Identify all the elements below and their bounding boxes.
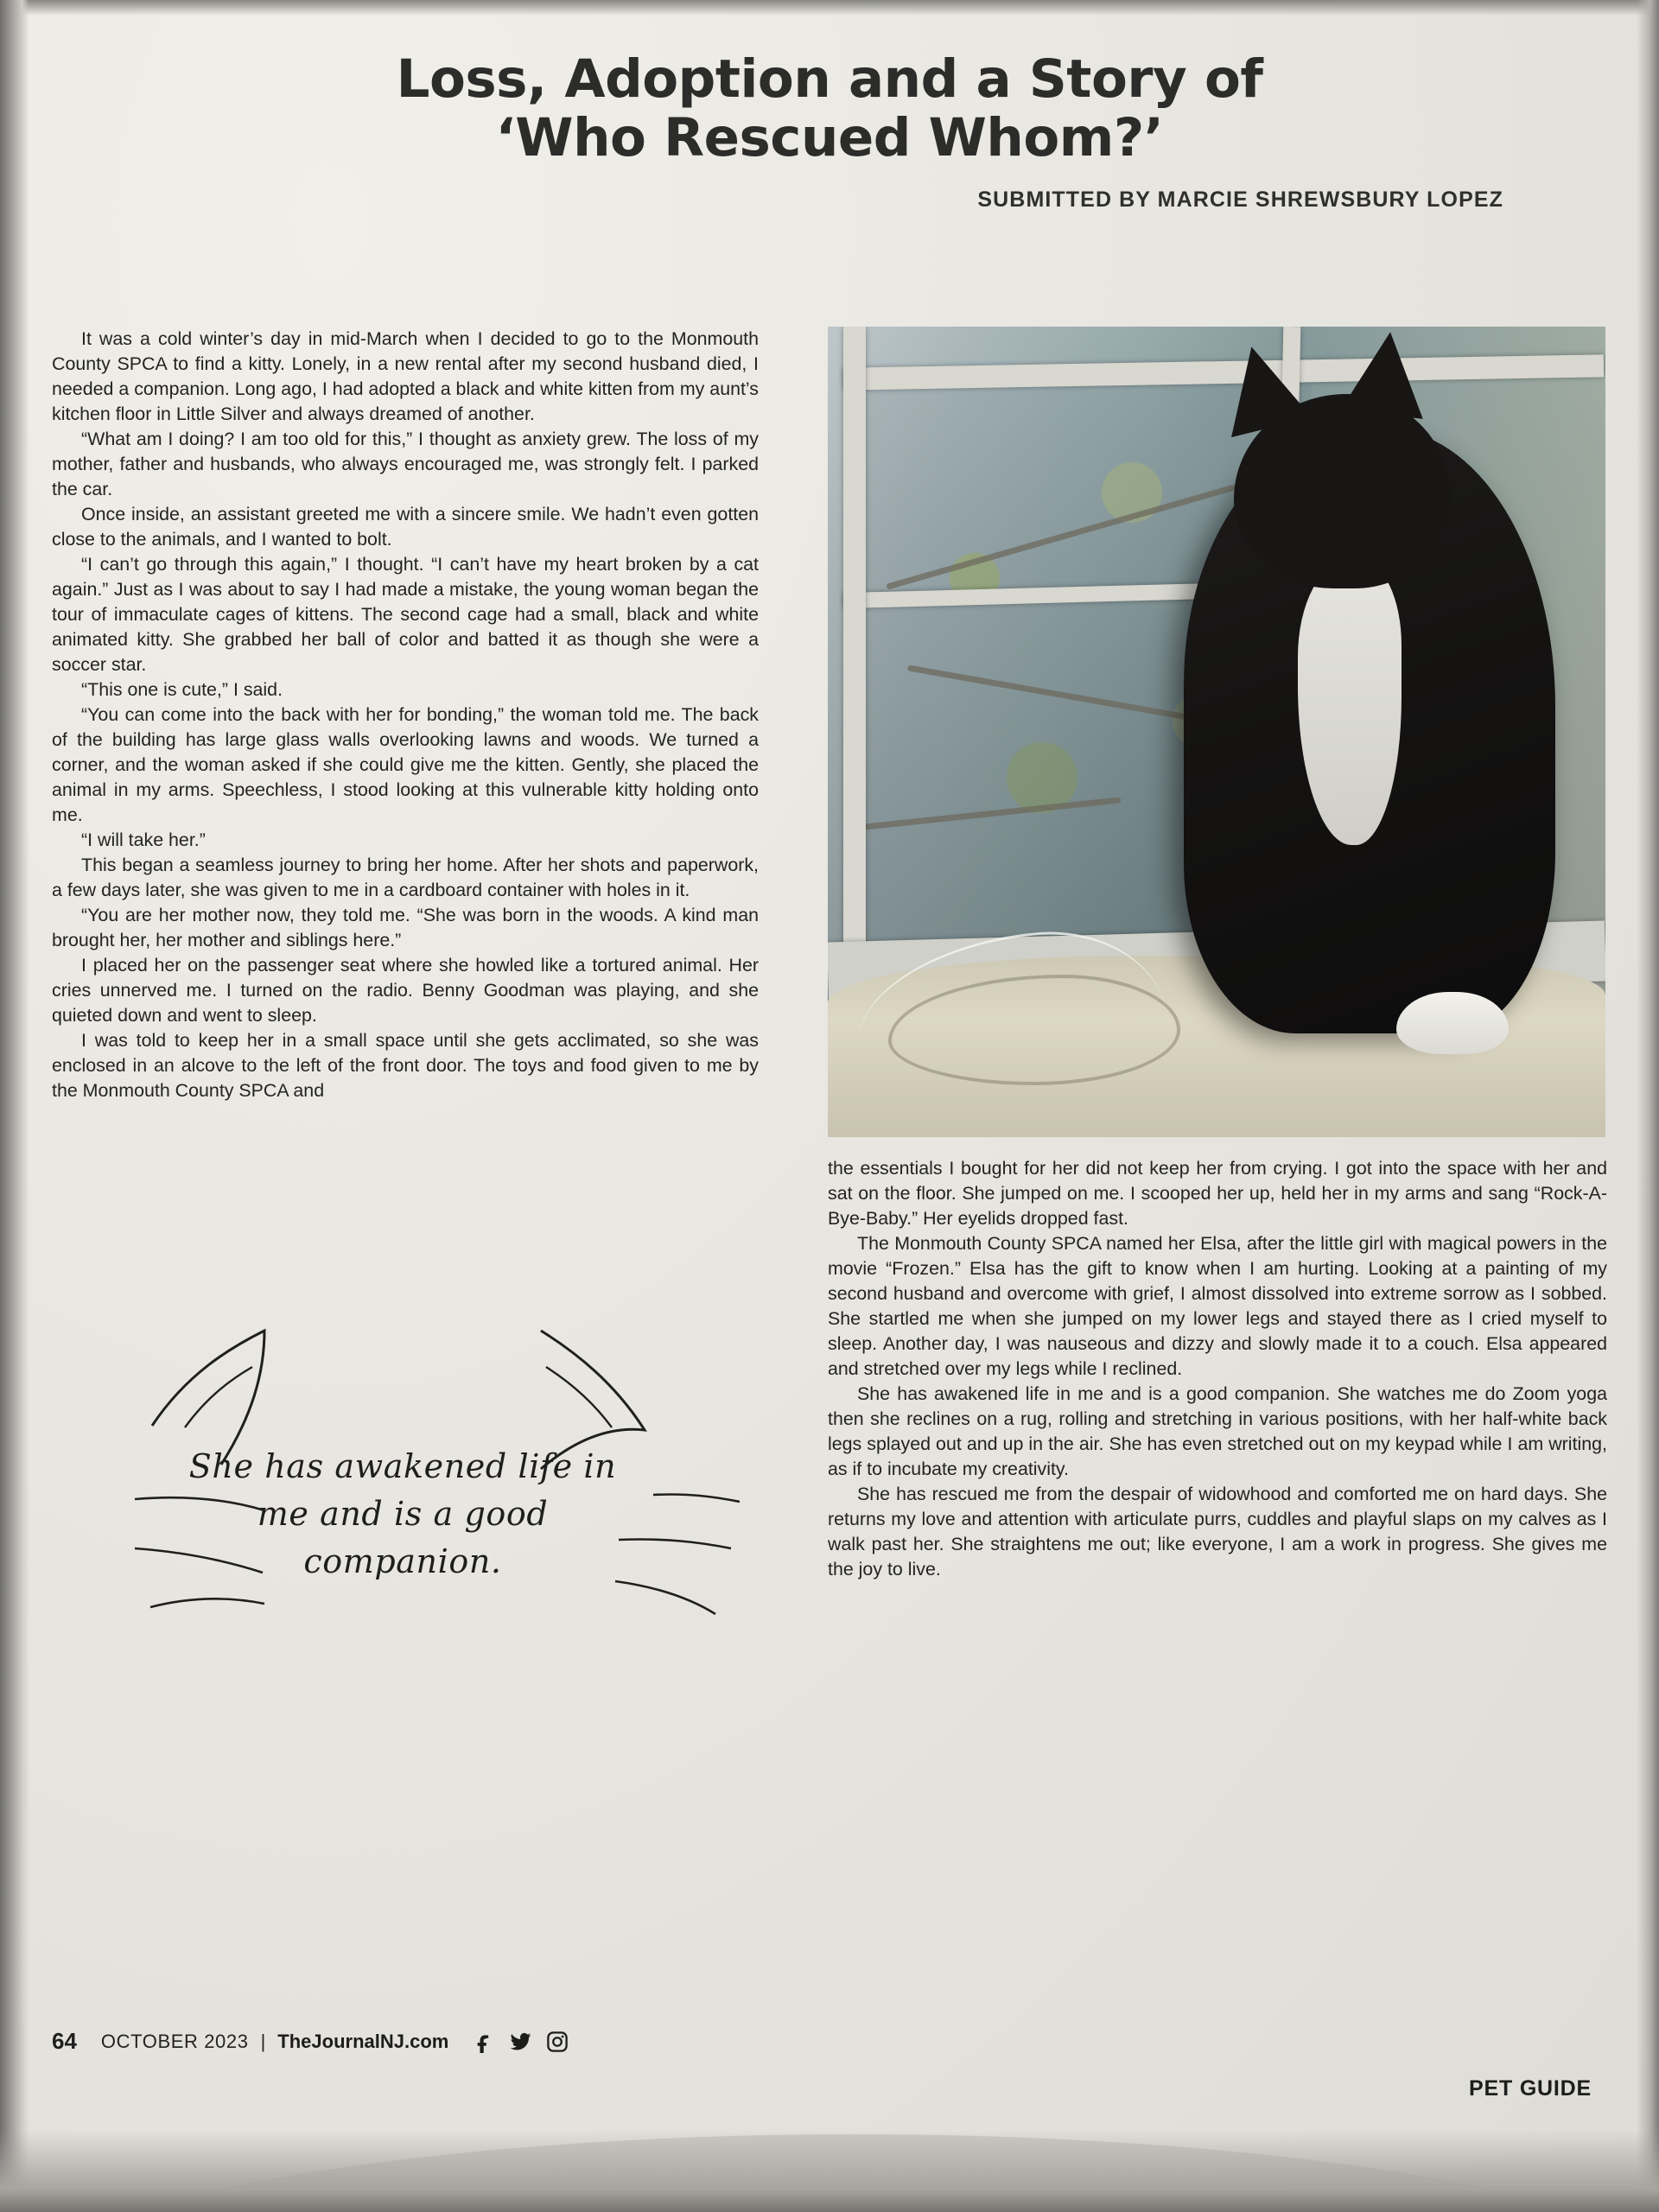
paragraph: “You are her mother now, they told me. “She was born in the woods. A kind man brought her, her mother and siblings here.” [52, 905, 759, 950]
page-edge-right [1637, 0, 1659, 2212]
section-label: PET GUIDE [1469, 2076, 1592, 2101]
paragraph: Once inside, an assistant greeted me with a sincere smile. We hadn’t even gotten close to the animals, and I wanted to bolt. [52, 504, 759, 550]
cat-paw [1396, 992, 1509, 1054]
article-photo [828, 327, 1605, 1137]
paragraph: “I can’t go through this again,” I thought. “I can’t have my heart broken by a cat again.” Just as I was about to say I had made a mistake, the young woman began the tour of immaculate cages of kittens. The second cage had a small, black and white animated kitty. She grabbed her ball of color and batted it as though she were a soccer star. [52, 554, 759, 675]
facebook-icon[interactable] [473, 2031, 495, 2053]
paragraph: “What am I doing? I am too old for this,” I thought as anxiety grew. The loss of my mother, father and husbands, who always encouraged me, was strongly felt. I parked the car. [52, 429, 759, 499]
page-content [52, 35, 1607, 2143]
headline-line-2: ‘Who Rescued Whom?’ [495, 107, 1164, 169]
page-edge-top [0, 0, 1659, 16]
paragraph: The Monmouth County SPCA named her Elsa, after the little girl with magical powers in the movie “Frozen.” Elsa has the gift to know when I am hurting. Looking at a painting of my second husband and overcome with grief, I almost dissolved into extreme sorrow as I sobbed. She startled me when she jumped on my lower legs and stayed there as I cried myself to sleep. Another day, I was nauseous and dizzy and slowly made it to a couch. Elsa appeared and stretched over my legs while I reclined. [828, 1233, 1607, 1379]
social-links [473, 2031, 569, 2053]
paragraph: “You can come into the back with her for bonding,” the woman told me. The back of the building has large glass walls overlooking lawns and woods. We turned a corner, and the woman asked if she could give me the kitten. Gently, she placed the animal in my arms. Speechless, I stood looking at this vulnerable kitty holding onto me. [52, 704, 759, 825]
cat-ear-right [1340, 327, 1432, 419]
pull-quote [135, 1322, 740, 1702]
twitter-icon[interactable] [509, 2031, 532, 2053]
paragraph: “This one is cute,” I said. [81, 679, 283, 700]
right-column-wrap [828, 1156, 1607, 1582]
headline-line-1: Loss, Adoption and a Story of [396, 48, 1263, 110]
paragraph: the essentials I bought for her did not keep her from crying. I got into the space with her and sat on the floor. She jumped on me. I scooped her up, held her in my arms and sang “Rock-A-Bye-Baby.” Her eyelids dropped fast. [828, 1158, 1607, 1229]
website-link[interactable]: TheJournalNJ.com [277, 2030, 449, 2052]
window-frame-vertical [843, 327, 866, 983]
page-footer [52, 2028, 1607, 2055]
footer-separator: | [260, 2030, 266, 2052]
page-title [86, 50, 1573, 168]
pull-quote-text: She has awakened life in me and is a good companion. [188, 1447, 617, 1581]
paragraph: She has awakened life in me and is a good companion. She watches me do Zoom yoga then she reclines on a rug, rolling and stretching in various positions, with her half-white back legs splayed out and up in the air. She has even stretched out on my keypad while I am writing, as if to incubate my creativity. [828, 1383, 1607, 1479]
right-column [828, 1156, 1607, 1582]
instagram-icon[interactable] [546, 2031, 569, 2053]
paragraph: I was told to keep her in a small space until she gets acclimated, so she was enclosed in an alcove to the left of the front door. The toys and food given to me by the Monmouth County SPCA and [52, 1030, 759, 1101]
paragraph: She has rescued me from the despair of widowhood and comforted me on hard days. She returns my love and attention with articulate purrs, cuddles and playful slaps on my calves as I walk past her. She straightens me out; like everyone, I am a work in progress. She gives me the joy to live. [828, 1484, 1607, 1580]
paragraph: This began a seamless journey to bring her home. After her shots and paperwork, a few days later, she was given to me in a cardboard container with holes in it. [52, 855, 759, 900]
paragraph: “I will take her.” [81, 830, 206, 850]
paragraph: It was a cold winter’s day in mid-March when I decided to go to the Monmouth County SPCA to find a kitty. Lonely, in a new rental after my second husband died, I needed a companion. Long ago, I had adopted a black and white kitten from my aunt’s kitchen floor in Little Silver and always dreamed of another. [52, 328, 759, 424]
page-number: 64 [52, 2028, 77, 2054]
photo-image-cat-at-window [828, 327, 1605, 1137]
left-column [52, 327, 759, 1103]
paragraph: I placed her on the passenger seat where she howled like a tortured animal. Her cries unnerved me. I turned on the radio. Benny Goodman was playing, and she quieted down and went to sleep. [52, 955, 759, 1026]
page-curl-shadow [0, 2134, 1659, 2212]
issue-date: OCTOBER 2023 [100, 2030, 249, 2052]
page-edge-left [0, 0, 29, 2212]
byline: SUBMITTED BY MARCIE SHREWSBURY LOPEZ [977, 187, 1503, 212]
